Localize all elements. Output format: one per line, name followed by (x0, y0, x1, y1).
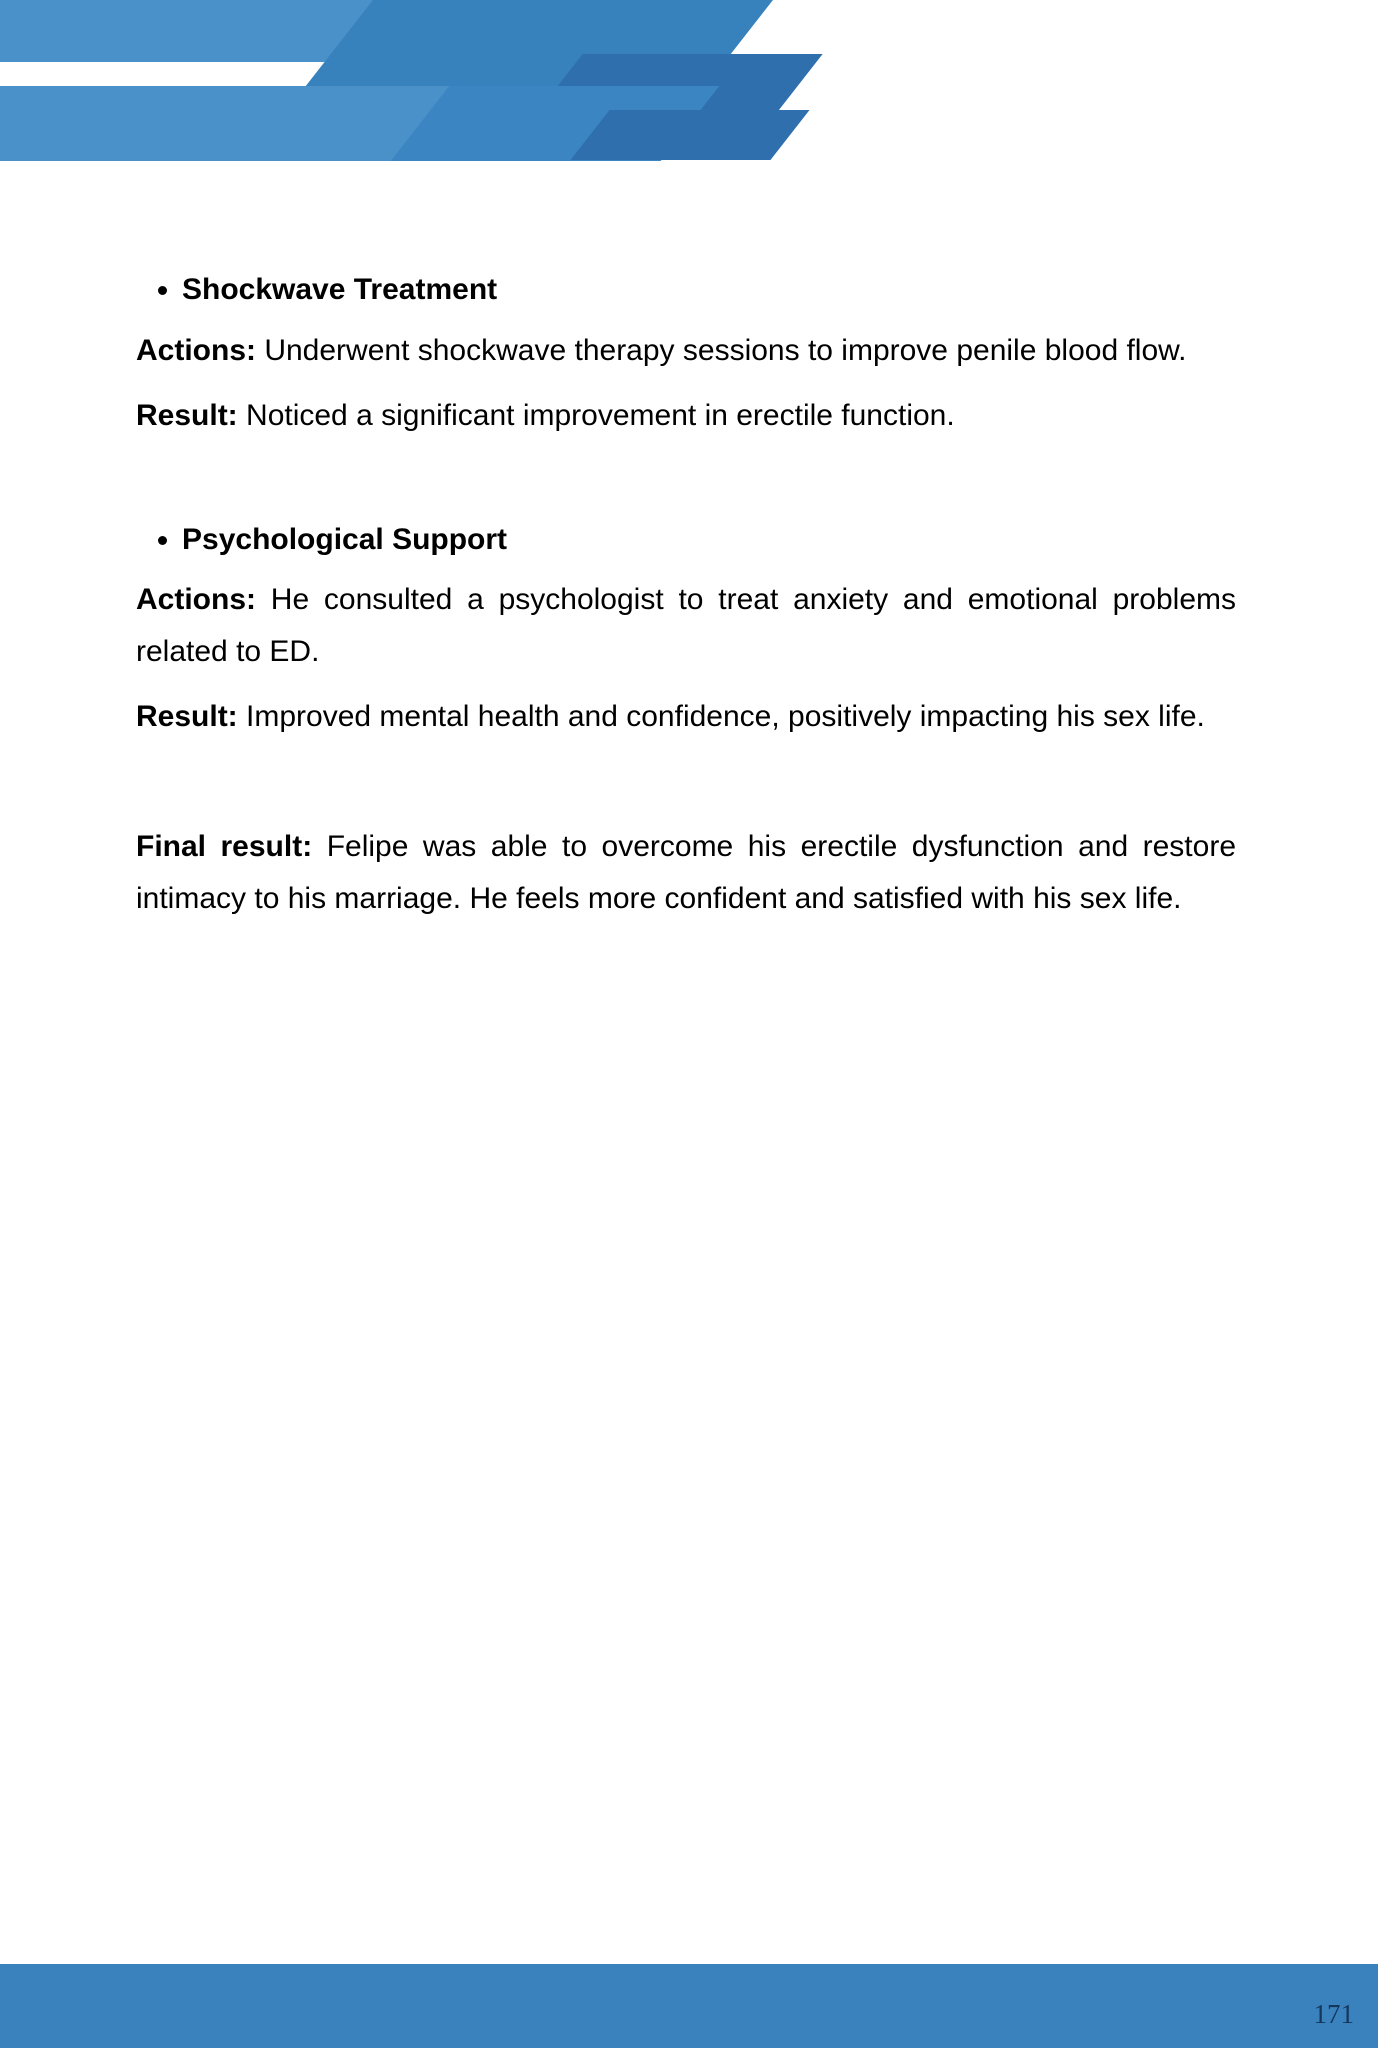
actions-label: Actions: (136, 333, 256, 367)
section-heading-shockwave: • Shockwave Treatment (182, 270, 1236, 311)
bullet-list-shockwave (136, 270, 1236, 311)
page-header-decoration (0, 0, 1378, 200)
paragraph-result-shockwave (136, 390, 1236, 442)
final-result-label: Final result: (136, 829, 313, 863)
paragraph-actions-psychological (136, 574, 1236, 677)
page-footer-bar (0, 1964, 1378, 2048)
page-content (136, 270, 1236, 924)
page-number: 171 (1313, 1999, 1354, 2029)
result-text: Noticed a significant improvement in erectile function. (237, 399, 955, 433)
result-text: Improved mental health and confidence, positively impacting his sex life. (237, 700, 1205, 734)
section-spacer-1 (136, 442, 1236, 520)
section-heading-psychological: • Psychological Support (182, 520, 1236, 561)
section-spacer-2 (136, 743, 1236, 807)
bullet-list-psychological (136, 520, 1236, 561)
actions-text: Underwent shockwave therapy sessions to improve penile blood flow. (256, 333, 1187, 367)
actions-text: He consulted a psychologist to treat anxiety and emotional problems related to ED. (136, 583, 1236, 668)
actions-label: Actions: (136, 583, 256, 617)
result-label: Result: (136, 700, 238, 734)
paragraph-result-psychological (136, 691, 1236, 743)
deco-band-dark-tab (570, 110, 809, 160)
final-result-text: Felipe was able to overcome his erectile dysfunction and restore intimacy to his marriage. He feels more confident and satisfied with his sex life. (136, 829, 1236, 915)
paragraph-final-result (136, 821, 1236, 924)
result-label: Result: (136, 399, 238, 433)
paragraph-actions-shockwave (136, 325, 1236, 377)
